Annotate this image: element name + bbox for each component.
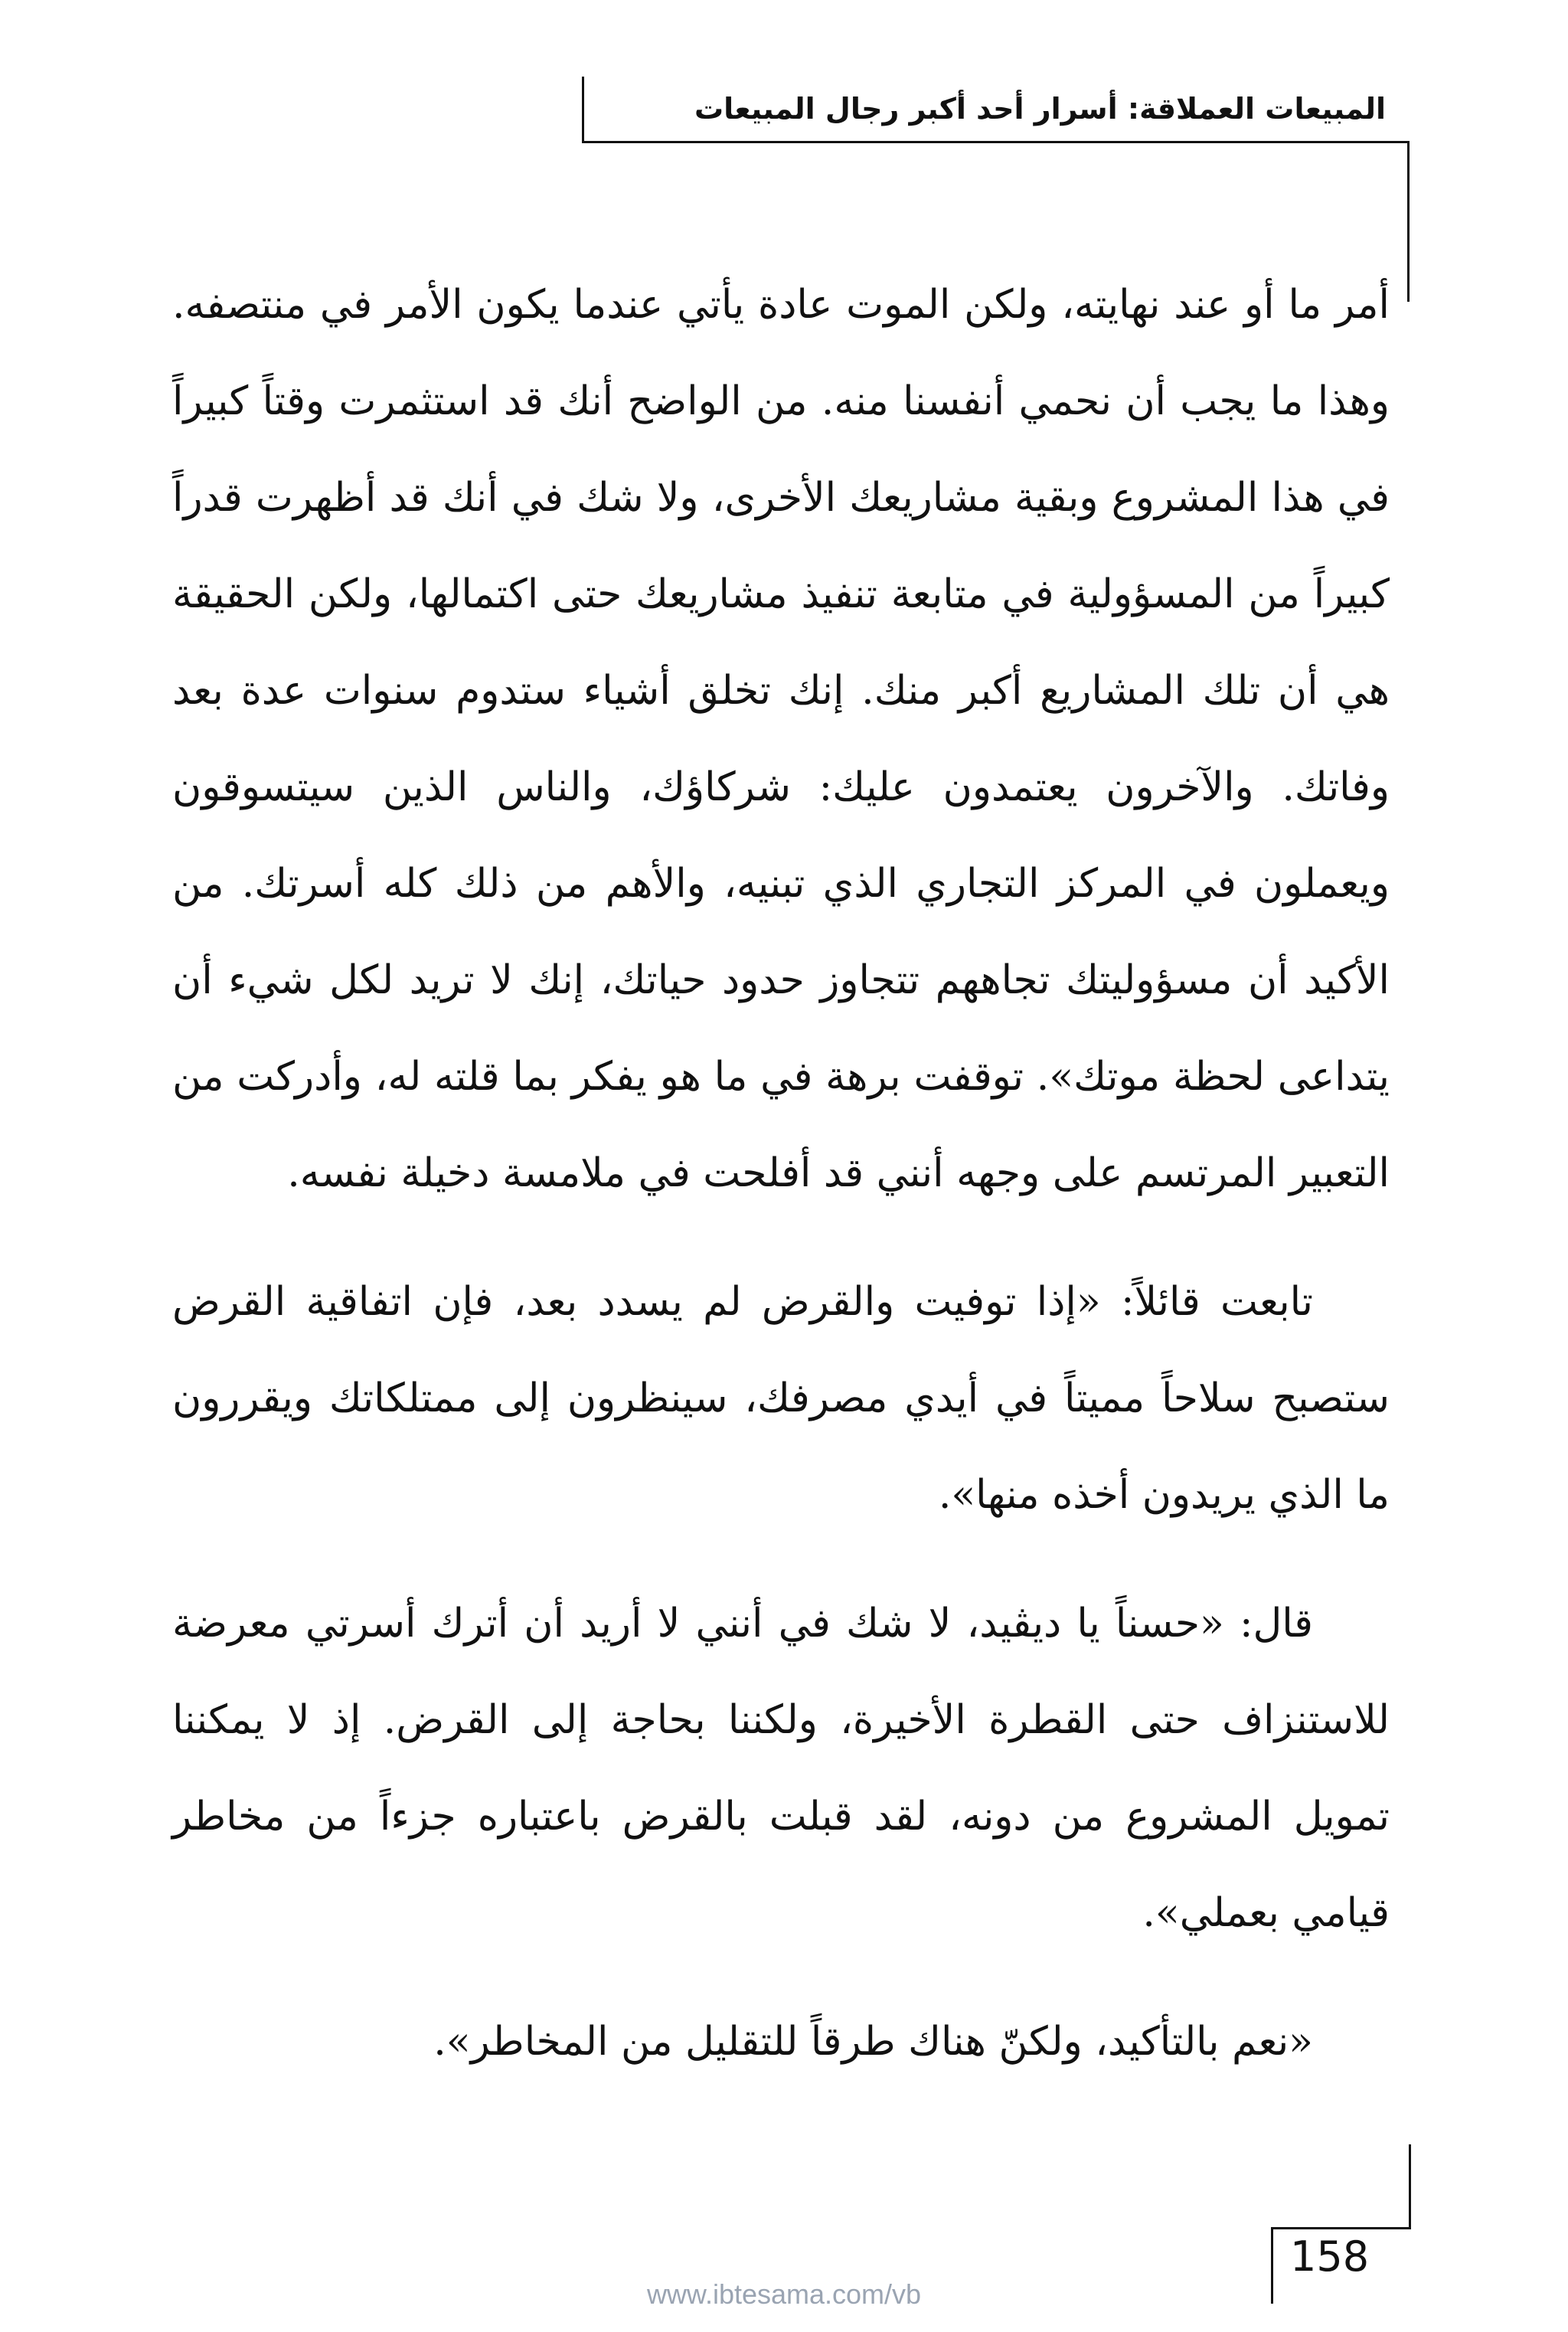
- header-rule: [582, 141, 1409, 143]
- footer-right-rule: [1409, 2144, 1411, 2229]
- paragraph-3: قال: «حسناً يا ديڤيد، لا شك في أنني لا أريد أن أترك أسرتي معرضة للاستنزاف حتى القطرة الأخيرة، ولكننا بحاجة إلى القرض. إذ لا يمكننا تمويل المشروع من دونه، لقد قبلت بالقرض باعتباره جزءاً من مخاطر قيامي بعملي».: [172, 1601, 1390, 1936]
- paragraph-4: «نعم بالتأكيد، ولكنّ هناك طرقاً للتقليل من المخاطر».: [433, 2019, 1313, 2065]
- page-body: [172, 257, 1390, 2122]
- watermark: www.ibtesama.com/vb: [646, 2278, 922, 2310]
- page-number: 158: [1290, 2232, 1370, 2281]
- header-left-rule: [582, 77, 584, 142]
- footer-rule: [1271, 2227, 1411, 2229]
- header-title: المبيعات العملاقة: أسرار أحد أكبر رجال المبيعات: [694, 92, 1386, 126]
- paragraph-2: تابعت قائلاً: «إذا توفيت والقرض لم يسدد بعد، فإن اتفاقية القرض ستصبح سلاحاً مميتاً في أيدي مصرفك، سينظرون إلى ممتلكاتك ويقررون ما الذي يريدون أخذه منها».: [172, 1279, 1390, 1518]
- paragraph-1: أمر ما أو عند نهايته، ولكن الموت عادة يأتي عندما يكون الأمر في منتصفه. وهذا ما يجب أن نحمي أنفسنا منه. من الواضح أنك قد استثمرت وقتاً كبيراً في هذا المشروع وبقية مشاريعك الأخرى، ولا شك في أنك قد أظهرت قدراً كبيراً من المسؤولية في متابعة تنفيذ مشاريعك حتى اكتمالها، ولكن الحقيقة هي أن تلك المشاريع أكبر منك. إنك تخلق أشياء ستدوم سنوات عدة بعد وفاتك. والآخرون يعتمدون عليك: شركاؤك، والناس الذين سيتسوقون ويعملون في المركز التجاري الذي تبنيه، والأهم من ذلك كله أسرتك. من الأكيد أن مسؤوليتك تجاههم تتجاوز حدود حياتك، إنك لا تريد لكل شيء أن يتداعى لحظة موتك». توقفت برهة في ما هو يفكر بما قلته له، وأدركت من التعبير المرتسم على وجهه أنني قد أفلحت في ملامسة دخيلة نفسه.: [172, 282, 1390, 1196]
- running-header: [582, 77, 1409, 146]
- header-right-rule: [1407, 141, 1410, 302]
